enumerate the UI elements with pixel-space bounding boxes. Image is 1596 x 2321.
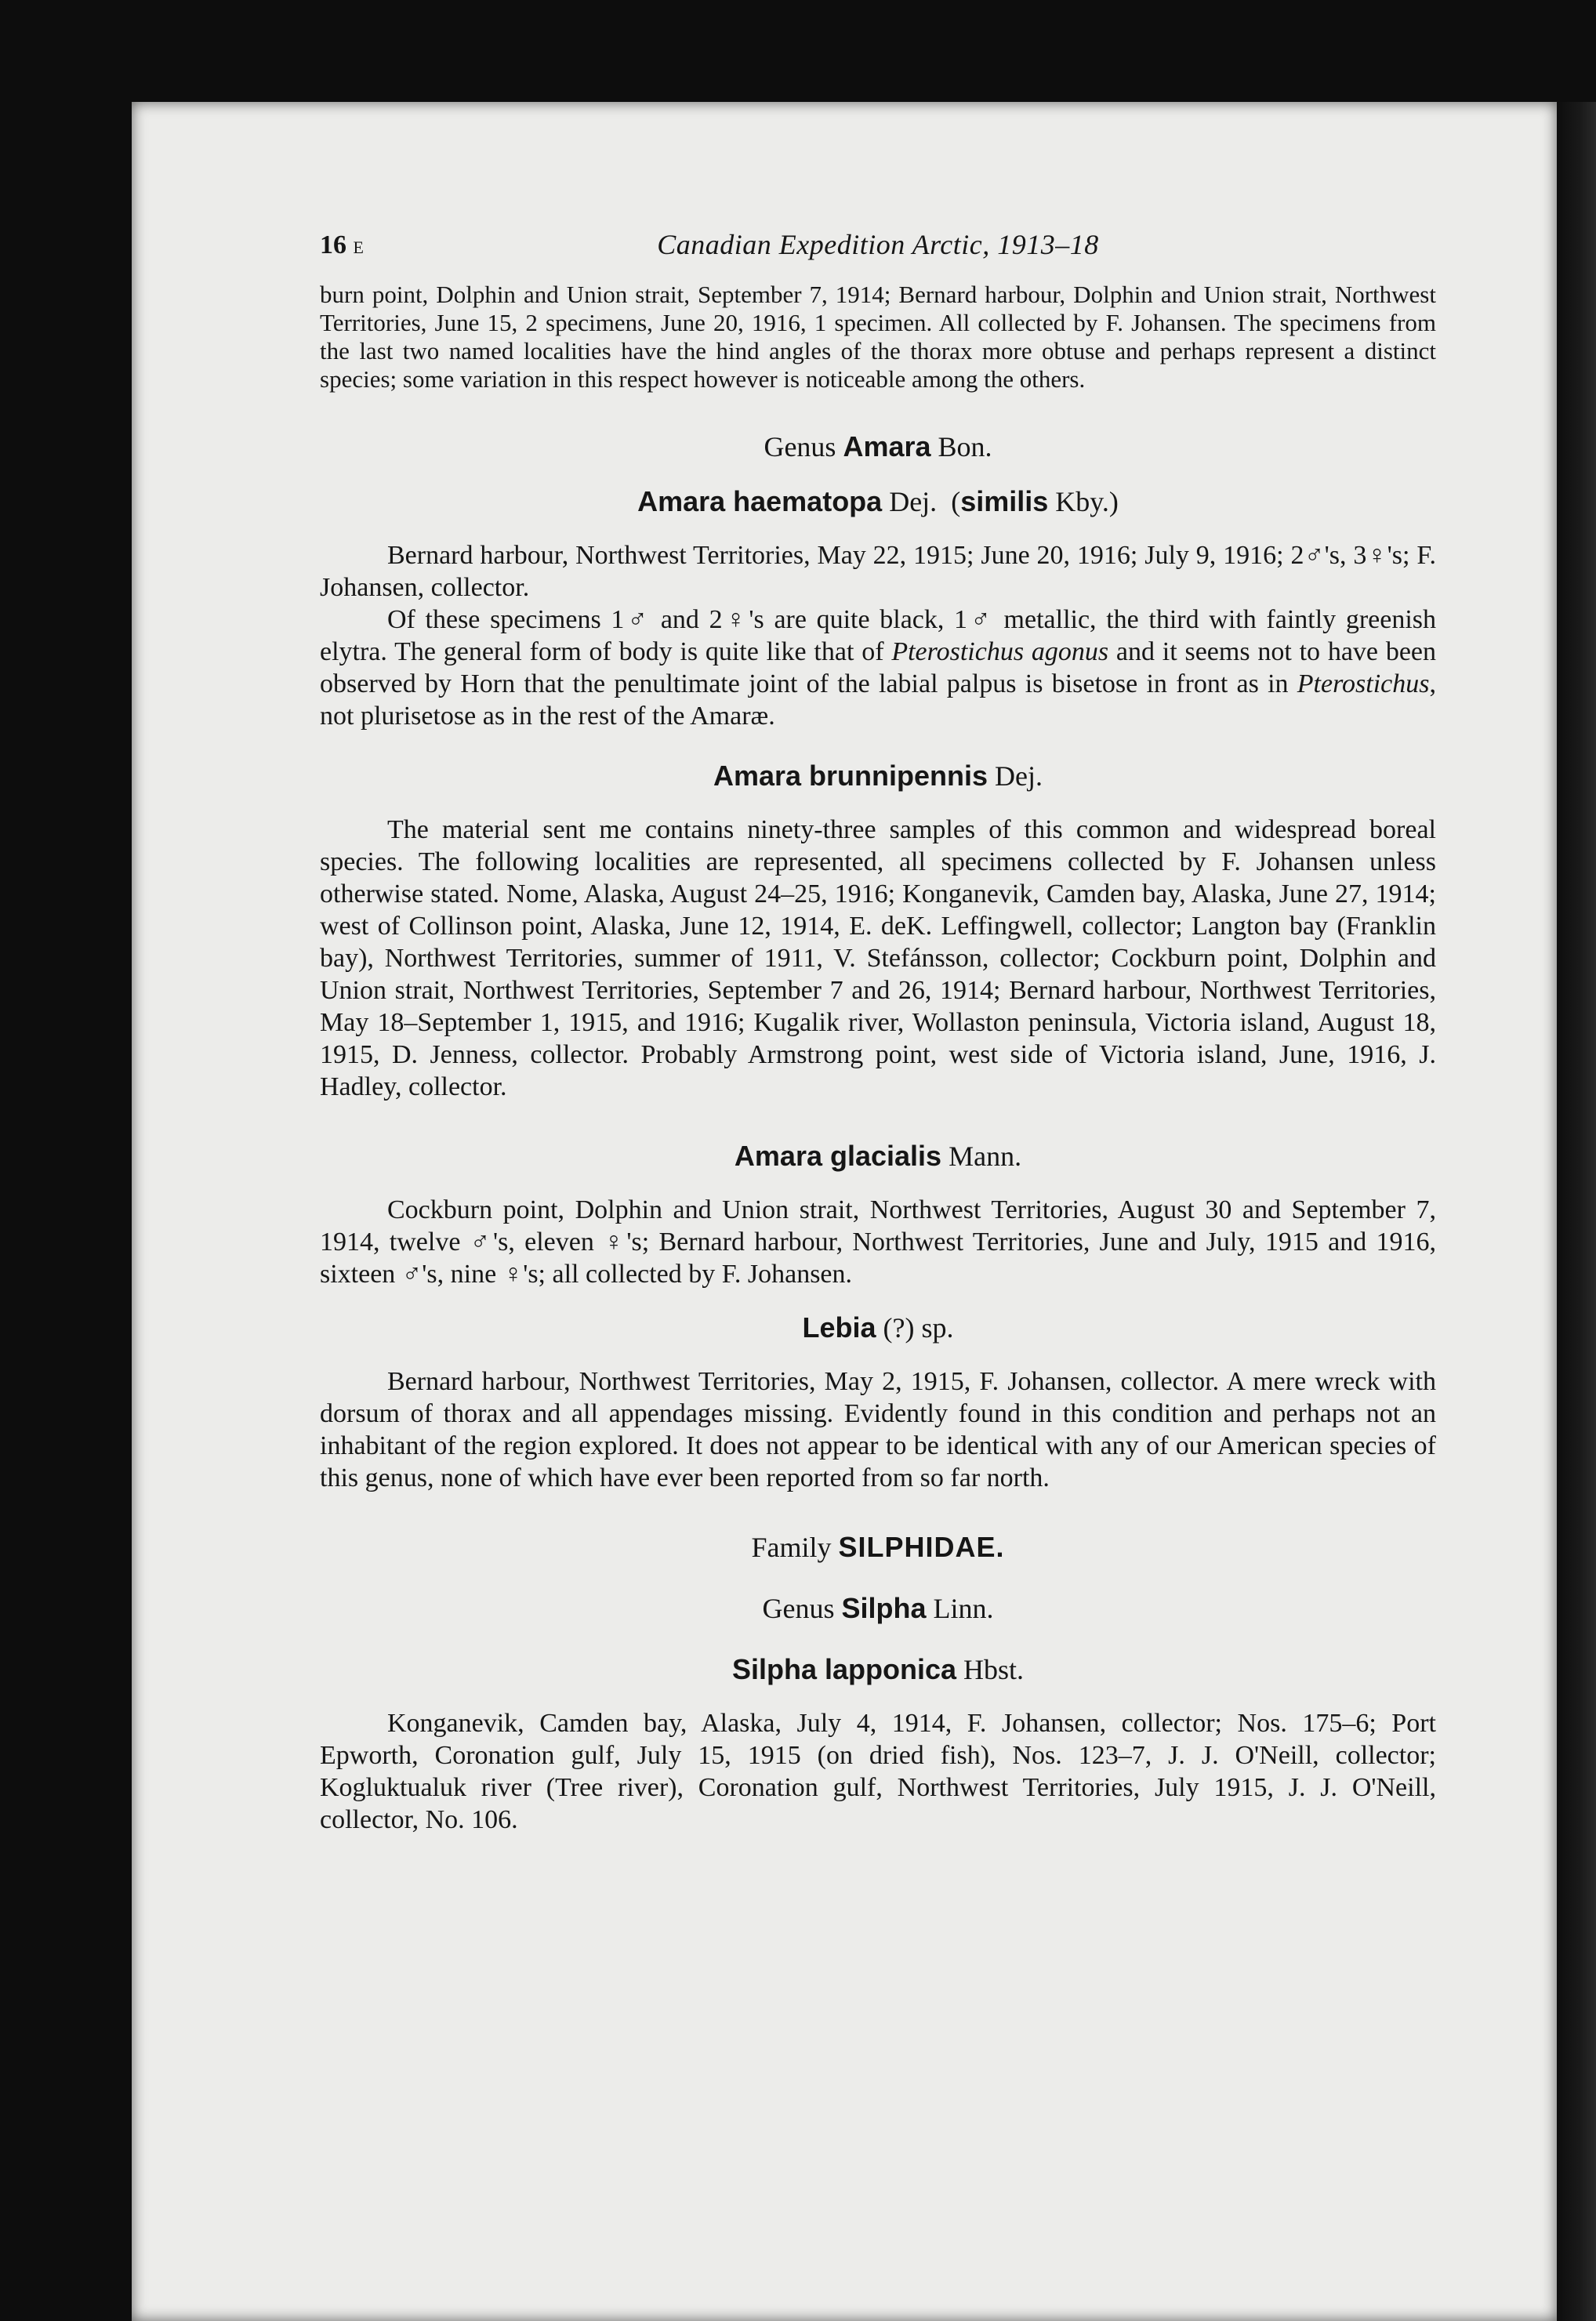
amara-haematopa-heading: Amara haematopa Dej. (similis Kby.) [637,485,1119,517]
silpha-lapponica-paragraph: Konganevik, Camden bay, Alaska, July 4, 1914, F. Johansen, collector; Nos. 175–6; Port Epworth, Coronation gulf, July 15, 1915 (on dried fish), Nos. 123–7, J. J. O'Neill, collector; Kogluktualuk river (Tree river), Coronation gulf, Northwest Territories, July 1915, J. J. O'Neill, collector, No. 106. [320,1709,1436,1834]
amara-haematopa-remarks: Of these specimens 1♂ and 2♀'s are quite black, 1♂ metallic, the third with faintly greenish elytra. The general form of body is quite like that of Pterostichus agonus and it seems not to have been observed by Horn that the penultimate joint of the labial palpus is bisetose in front as in Pterostichus, not plurisetose as in the rest of the Amaræ. [320,605,1437,731]
running-title: Canadian Expedition Arctic, 1913–18 [657,229,1099,260]
family-silphidae-heading: Family SILPHIDAE. [751,1531,1005,1563]
lebia-heading: Lebia (?) sp. [802,1311,954,1344]
page-content [320,229,1436,1836]
lebia-paragraph: Bernard harbour, Northwest Territories, May 2, 1915, F. Johansen, collector. A mere wreck with dorsum of thorax and all appendages missing. Evidently found in this condition and perhaps not an inhabitant of the region explored. It does not appear to be identical with any of our American species of this genus, none of which have ever been reported from so far north. [320,1367,1436,1492]
amara-glacialis-heading: Amara glacialis Mann. [734,1140,1022,1172]
page-number: 16 E [320,230,365,259]
genus-amara-heading: Genus Amara Bon. [764,430,992,462]
intro-paragraph: burn point, Dolphin and Union strait, September 7, 1914; Bernard harbour, Dolphin and Union strait, Northwest Territories, June 15, 2 specimens, June 20, 1916, 1 specimen. All collected by F. Johansen. The specimens from the last two named localities have the hind angles of the thorax more obtuse and perhaps represent a distinct species; some variation in this respect however is noticeable among the others. [320,281,1436,393]
genus-silpha-heading: Genus Silpha Linn. [762,1592,994,1624]
amara-brunnipennis-heading: Amara brunnipennis Dej. [713,760,1043,792]
amara-brunnipennis-paragraph: The material sent me contains ninety-three samples of this common and widespread boreal species. The following localities are represented, all specimens collected by F. Johansen unless otherwise stated. Nome, Alaska, August 24–25, 1916; Konganevik, Camden bay, Alaska, June 27, 1914; west of Collinson point, Alaska, June 12, 1914, E. deK. Leffingwell, collector; Langton bay (Franklin bay), Northwest Territories, summer of 1911, V. Stefánsson, collector; Cockburn point, Dolphin and Union strait, Northwest Territories, September 7 and 26, 1914; Bernard harbour, Northwest Territories, May 18–September 1, 1915, and 1916; Kugalik river, Wollaston peninsula, Victoria island, August 18, 1915, D. Jenness, collector. Probably Armstrong point, west side of Victoria island, June, 1916, J. Hadley, collector. [320,815,1436,1101]
running-head [320,229,1436,267]
adjacent-page-edge [1557,102,1596,2321]
amara-glacialis-paragraph: Cockburn point, Dolphin and Union strait, Northwest Territories, August 30 and September 7, 1914, twelve ♂'s, eleven ♀'s; Bernard harbour, Northwest Territories, June and July, 1915 and 1916, sixteen ♂'s, nine ♀'s; all collected by F. Johansen. [320,1195,1436,1289]
silpha-lapponica-heading: Silpha lapponica Hbst. [731,1653,1025,1685]
amara-haematopa-records: Bernard harbour, Northwest Territories, May 22, 1915; June 20, 1916; July 9, 1916; 2♂'s, 3♀'s; F. Johansen, collector. [320,541,1436,602]
